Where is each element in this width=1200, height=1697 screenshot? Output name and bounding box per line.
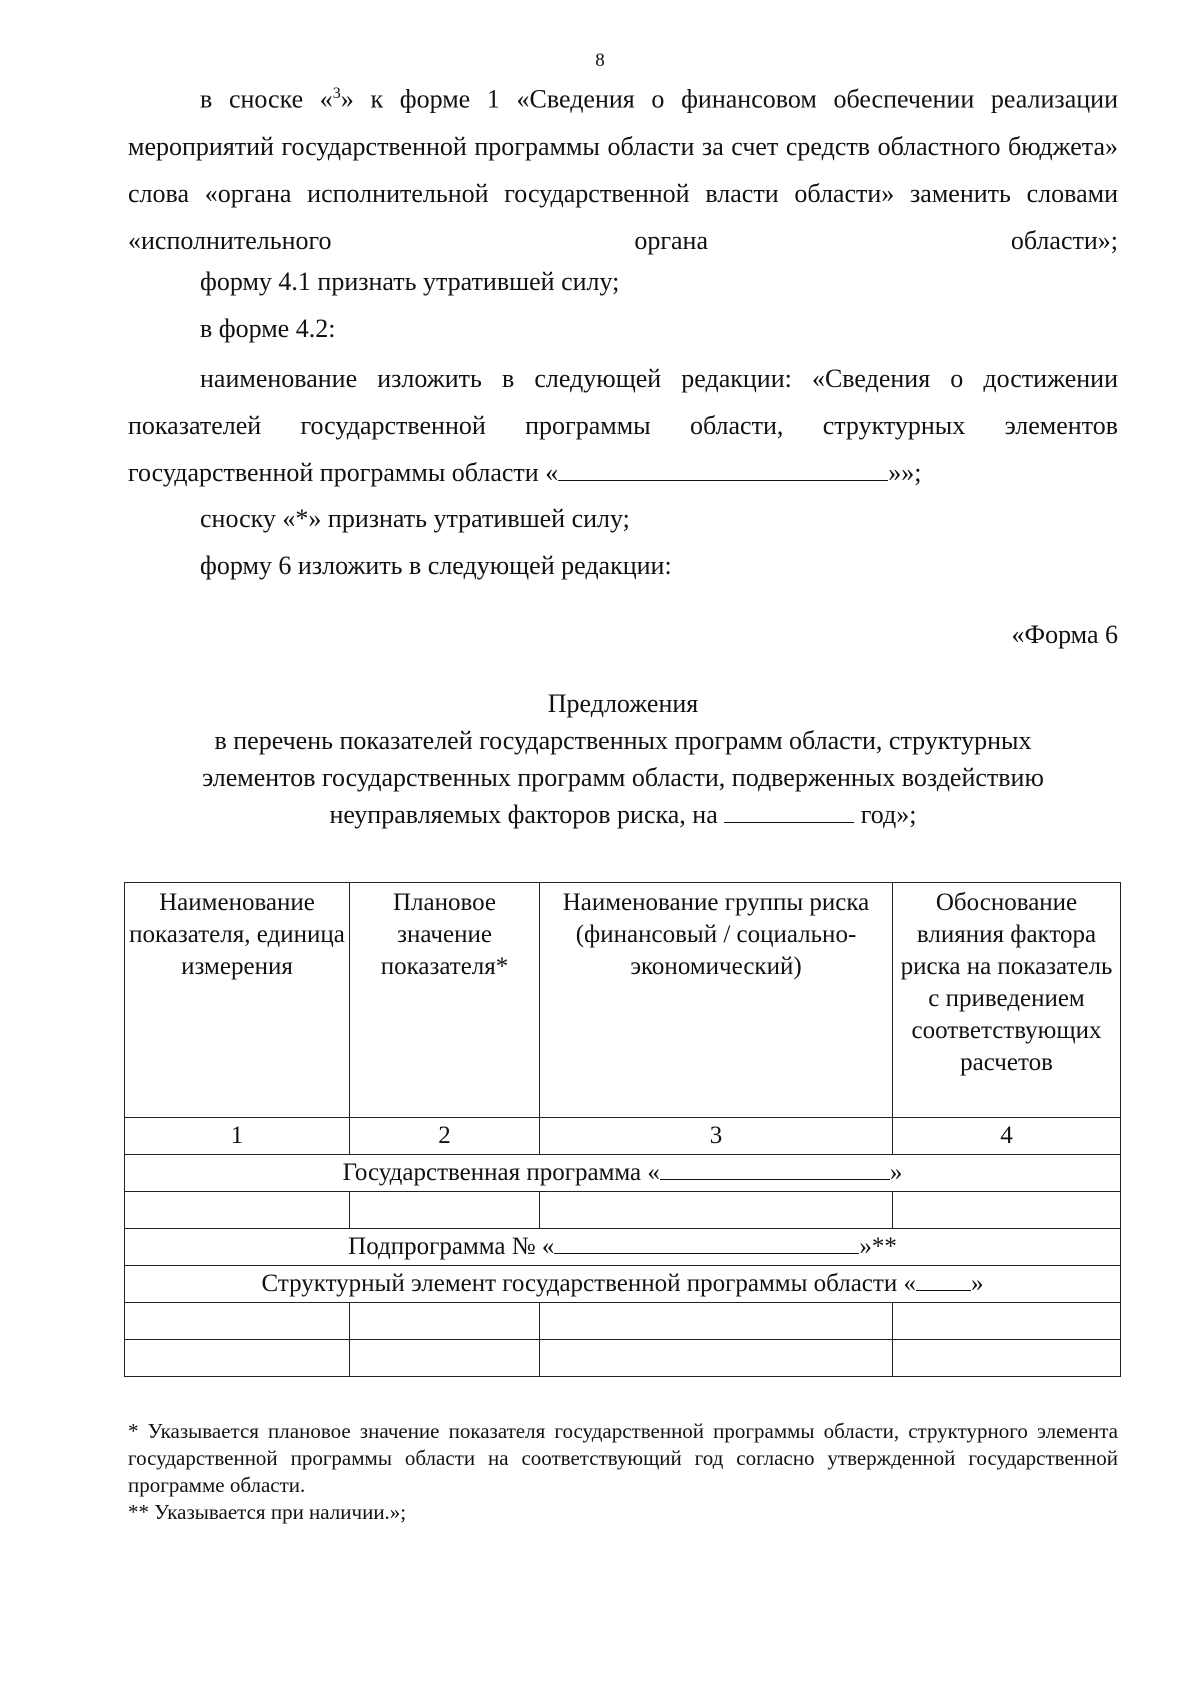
paragraph-form-6: форму 6 изложить в следующей редакции: [200,551,672,580]
subprogram-cell [125,1229,1121,1266]
subprogram-row [125,1229,1121,1266]
paragraph-text: » к форме 1 «Сведения о финансовом обеспечении реализации мероприятий государственной программы области за счет средств областного бюджета» слова «органа исполнительной государственной власти области» заменить словами «исполнительного органа области»; [128,84,1118,255]
paragraph-text: в сноске « [200,84,333,114]
row-text: »** [859,1233,897,1260]
paragraph-title-edit [128,355,1118,496]
superscript: 3 [332,85,341,102]
blank-line [916,1268,971,1291]
empty-cell [350,1303,540,1340]
column-number: 2 [350,1118,540,1155]
title-text: год»; [860,800,917,829]
form-title [128,685,1118,833]
empty-cell [540,1303,893,1340]
table-row [125,1192,1121,1229]
empty-cell [125,1340,350,1377]
footnote: ** Указывается при наличии.»; [128,1500,407,1524]
risk-table [124,882,1121,1377]
paragraph-footnote-3 [128,70,1118,264]
paragraph-text: наименование изложить в следующей редакции: «Сведения о достижении показателей государственной программы области, структурных элементов государственной программы области « [128,364,1118,487]
empty-cell [893,1192,1121,1229]
table-header-row [125,883,1121,1118]
paragraph-text: »»; [888,458,922,487]
column-number: 4 [893,1118,1121,1155]
structural-cell [125,1266,1121,1303]
structural-row [125,1266,1121,1303]
empty-cell [125,1192,350,1229]
blank-line [558,458,888,481]
page-number: 8 [595,50,605,71]
paragraph-footnote-star: сноску «*» признать утратившей силу; [200,504,630,533]
gp-cell [125,1155,1121,1192]
empty-cell [125,1303,350,1340]
header-cell: Обоснование влияния фактора риска на показатель с приведением соответствующих расчетов [893,883,1121,1118]
footnote: * Указывается плановое значение показателя государственной программы области, структурного элемента государственной программы области на соответствующий год согласно утвержденной государственной программе области. [128,1419,1118,1497]
header-cell: Плановое значение показателя* [350,883,540,1118]
column-number-row [125,1118,1121,1155]
column-number: 3 [540,1118,893,1155]
empty-cell [893,1340,1121,1377]
title-line: Предложения [547,689,699,718]
footnotes [128,1418,1118,1526]
gp-row [125,1155,1121,1192]
header-cell: Наименование группы риска (финансовый / социально-экономический) [540,883,893,1118]
blank-line [554,1231,859,1254]
paragraph-form-4-2: в форме 4.2: [200,314,336,343]
form-label: «Форма 6 [1011,620,1118,649]
title-line: в перечень показателей государственных программ области, структурных [214,726,1032,755]
empty-cell [350,1192,540,1229]
title-line [128,796,1118,833]
table-row [125,1303,1121,1340]
empty-cell [893,1303,1121,1340]
row-text: » [970,1270,984,1297]
blank-line [660,1157,890,1180]
empty-cell [350,1340,540,1377]
column-number: 1 [125,1118,350,1155]
row-text: Государственная программа « [342,1159,660,1186]
title-text: неуправляемых факторов риска, на [329,800,718,829]
empty-cell [540,1192,893,1229]
paragraph-form-4-1: форму 4.1 признать утратившей силу; [200,267,620,296]
blank-line [724,800,854,823]
empty-cell [540,1340,893,1377]
header-cell: Наименование показателя, единица измерения [125,883,350,1118]
table-row [125,1340,1121,1377]
row-text: Подпрограмма № « [348,1233,555,1260]
row-text: » [889,1159,903,1186]
row-text: Структурный элемент государственной программы области « [261,1270,916,1297]
title-line: элементов государственных программ области, подверженных воздействию [202,763,1044,792]
